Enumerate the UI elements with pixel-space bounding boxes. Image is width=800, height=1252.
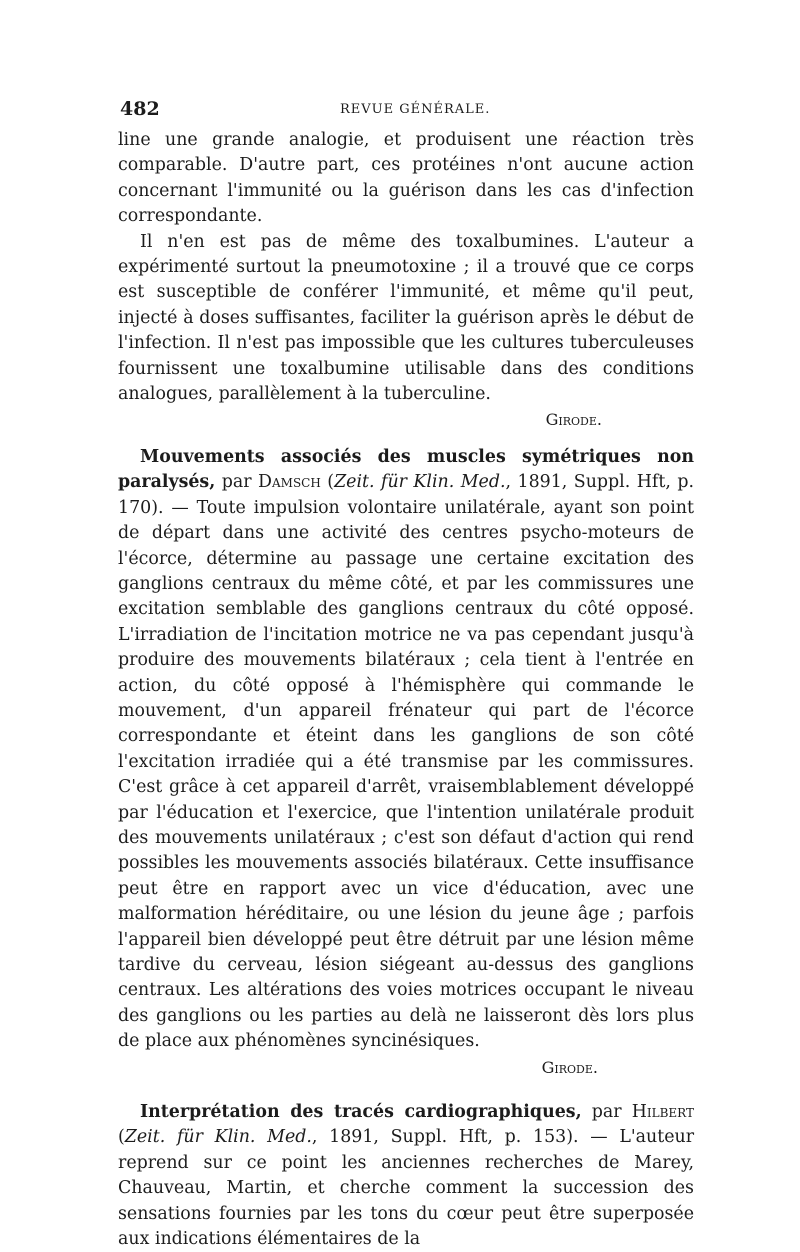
article-1-ref-open: ( [320,472,335,493]
article-2-journal: Zeit. für Klin. Med. [124,1127,312,1148]
section-gap [118,433,694,445]
article-2-citation: , 1891, Suppl. Hft, p. 153). — [311,1127,620,1148]
continuation-paragraph-2: Il n'en est pas de même des toxalbumines. L'auteur a expérimenté surtout la pneumotoxine ; il a trouvé que ce corps est susceptible de conférer l'immunité, et même qu'il peut, injecté à doses suffisantes, faciliter la guérison après le début de l'infection. Il n'est pas impossible que les cultures tuberculeuses fournissent une toxalbumine utilisable dans des conditions analogues, parallèlement à la tuberculine. [118,231,694,405]
section-gap [118,1080,694,1100]
page-number: 482 [120,98,160,120]
article-2-body: L'auteur reprend sur ce point les anciennes recherches de Marey, Chauveau, Martin, et cherche comment la succession des sensations fournies par les tons du cœur peut être superposée aux indications élémentaires de la [118,1127,695,1250]
page-header [120,98,700,120]
article-1-by: par [215,472,259,493]
body-text [118,128,694,1252]
continuation-paragraph-1: line une grande analogie, et produisent une réaction très comparable. D'autre part, ces protéines n'ont aucune action concernant l'immunité ou la guérison dans les cas d'infection correspondante. [118,130,694,227]
article-2-ref-open: ( [118,1127,125,1148]
article-2-author: Hilbert [631,1102,694,1123]
article-2-paragraph [118,1100,694,1252]
article-1-citation: , 1891, Suppl. Hft, p. 170). — [118,472,694,518]
article-1-title: Mouvements associés des muscles symétriques non paralysés, [118,446,694,493]
article-1-author: Damsch [258,472,321,493]
article-1-paragraph [118,445,694,1055]
article-1-body: Toute impulsion volontaire unilatérale, ayant son point de départ dans une activité des centres psycho-moteurs de l'écorce, détermine au passage une certaine excitation des ganglions centraux du même côté, et par les commissures une excitation semblable des ganglions centraux du côté opposé. L'irradiation de l'incitation motrice ne va pas cependant jusqu'à produire des mouvements bilatéraux ; cela tient à l'entrée en action, du côté opposé à l'hémisphère qui commande le mouvement, d'un appareil frénateur qui part de l'écorce correspondante et éteint dans les ganglions de son côté l'excitation irradiée qui a été transmise par les commissures. C'est grâce à cet appareil d'arrêt, vraisemblablement développé par l'éducation et l'exercice, que l'intention unilatérale produit des mouvements unilatéraux ; c'est son défaut d'action qui rend possibles les mouvements associés bilatéraux. Cette insuffisance peut être en rapport avec un vice d'éducation, avec une malformation héréditaire, ou une lésion du jeune âge ; parfois l'appareil bien développé peut être détruit par une lésion même tardive du cerveau, lésion siégeant au-dessus des ganglions centraux. Les altérations des voies motrices occupant le niveau des ganglions ou les parties au delà ne laisseront dès lors plus de place aux phénomènes syncinésiques. [118,497,694,1052]
signature-2: Girode. [541,1057,598,1077]
article-2-by: par [581,1102,632,1123]
signature-1: Girode. [545,410,602,430]
article-1-journal: Zeit. für Klin. Med. [334,472,506,493]
running-title: REVUE GÉNÉRALE. [340,102,491,117]
article-2-title: Interprétation des tracés cardiographiques, [140,1102,582,1123]
